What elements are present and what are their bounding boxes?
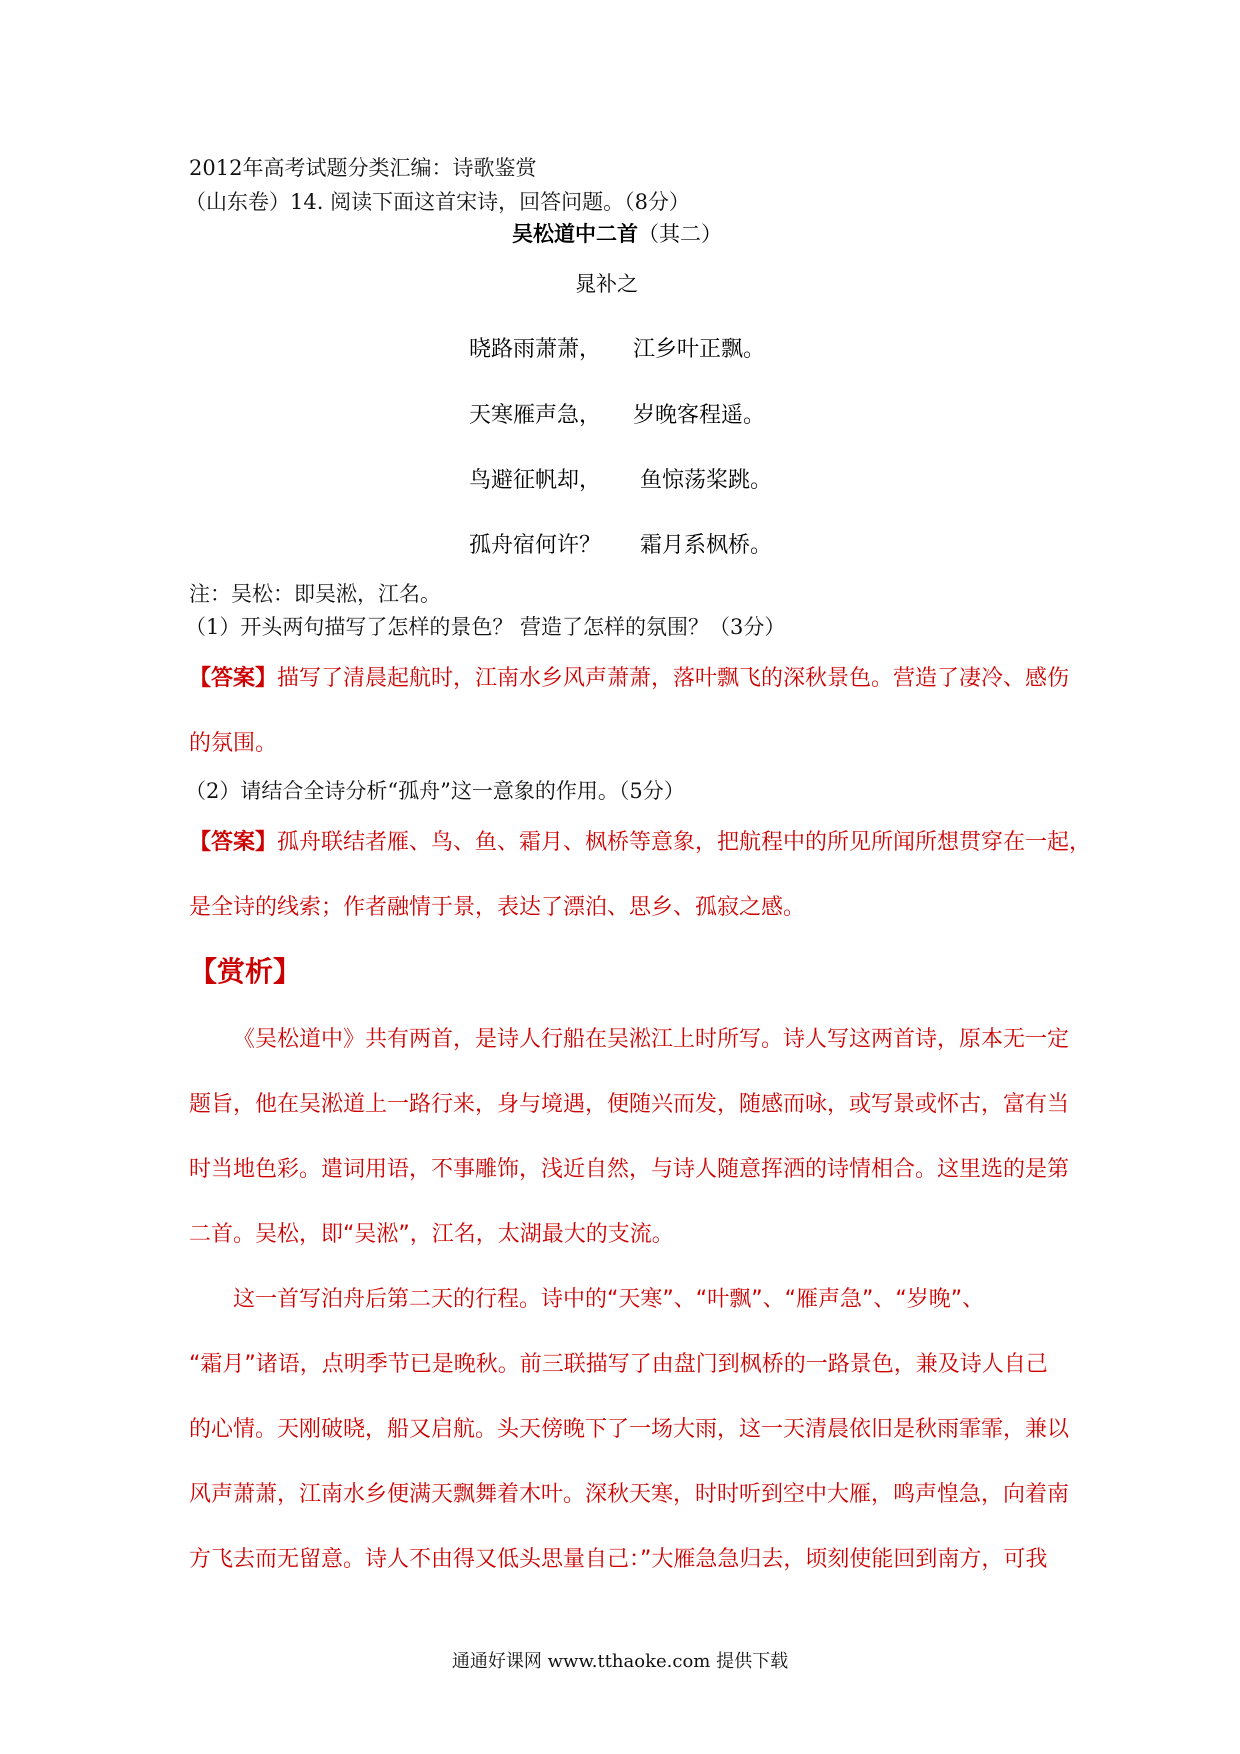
poem-title: [512, 218, 722, 248]
analysis-para1-line-4: 二首。吴松，即“吴淞”，江名，太湖最大的支流。: [189, 1222, 674, 1247]
poem-line-2-right: 岁晚客程遥。: [633, 403, 766, 428]
document-title: 2012年高考试题分类汇编：诗歌鉴赏: [189, 156, 537, 180]
page-footer: 通通好课网 www.tthaoke.com 提供下载: [451, 1651, 789, 1672]
analysis-para2-line-5: 方飞去而无留意。诗人不由得又低头思量自己：”大雁急急归去，顷刻使能回到南方，可我: [189, 1547, 1048, 1572]
answer-2-line-2: 是全诗的线索；作者融情于景，表达了漂泊、思乡、孤寂之感。: [189, 895, 806, 920]
analysis-para2-line-3: 的心情。天刚破晓，船又启航。头天傍晚下了一场大雨，这一天清晨依旧是秋雨霏霏，兼以: [189, 1417, 1070, 1442]
analysis-para1-line-2: 题旨，他在吴淞道上一路行来，身与境遇，便随兴而发，随感而咏，或写景或怀古，富有当: [189, 1092, 1070, 1117]
answer-tag: 【答案】: [189, 830, 278, 855]
answer-1-text-1: 描写了清晨起航时，江南水乡风声萧萧，落叶飘飞的深秋景色。营造了凄冷、感伤: [277, 666, 1070, 691]
poem-author: 晁补之: [575, 272, 638, 296]
answer-tag: 【答案】: [189, 666, 278, 691]
poem-line-1-right: 江乡叶正飘。: [633, 337, 766, 362]
poem-note: 注：吴松：即吴淞，江名。: [189, 582, 441, 606]
poem-line-1-left: 晓路雨萧萧，: [468, 337, 601, 362]
poem-line-2-left: 天寒雁声急，: [468, 403, 601, 428]
answer-2-line-1: [189, 825, 1091, 856]
question-intro: （山东卷）14. 阅读下面这首宋诗，回答问题。（8分）: [185, 190, 690, 214]
poem-title-main: 吴松道中二首: [512, 222, 638, 246]
answer-1-line-1: [189, 661, 1069, 692]
poem-line-3-left: 鸟避征帆却，: [468, 468, 601, 493]
analysis-para2-line-1: 这一首写泊舟后第二天的行程。诗中的“天寒”、“叶飘”、“雁声急”、“岁晚”、: [233, 1287, 985, 1312]
analysis-para2-line-4: 风声萧萧，江南水乡便满天飘舞着木叶。深秋天寒，时时听到空中大雁，鸣声惶急，向着南: [189, 1482, 1070, 1507]
answer-1-line-2: 的氛围。: [189, 731, 278, 756]
answer-2-text-1: 孤舟联结者雁、鸟、鱼、霜月、枫桥等意象，把航程中的所见所闻所想贯穿在一起，: [277, 830, 1092, 855]
poem-line-4-right: 霜月系枫桥。: [640, 533, 773, 558]
analysis-para2-line-2: “霜月”诸语，点明季节已是晚秋。前三联描写了由盘门到枫桥的一路景色，兼及诗人自己: [189, 1352, 1048, 1377]
analysis-heading: 【赏析】: [189, 955, 302, 988]
analysis-para1-line-1: 《吴松道中》共有两首，是诗人行船在吴淞江上时所写。诗人写这两首诗，原本无一定: [233, 1027, 1070, 1052]
question-1: （1）开头两句描写了怎样的景色？ 营造了怎样的氛围？（3分）: [185, 615, 786, 639]
poem-title-suffix: （其二）: [638, 222, 722, 246]
analysis-para1-line-3: 时当地色彩。遣词用语，不事雕饰，浅近自然，与诗人随意挥洒的诗情相合。这里选的是第: [189, 1157, 1070, 1182]
question-2: （2）请结合全诗分析“孤舟”这一意象的作用。（5分）: [185, 779, 685, 803]
poem-line-4-left: 孤舟宿何许？: [468, 533, 601, 558]
poem-line-3-right: 鱼惊荡桨跳。: [640, 468, 773, 493]
